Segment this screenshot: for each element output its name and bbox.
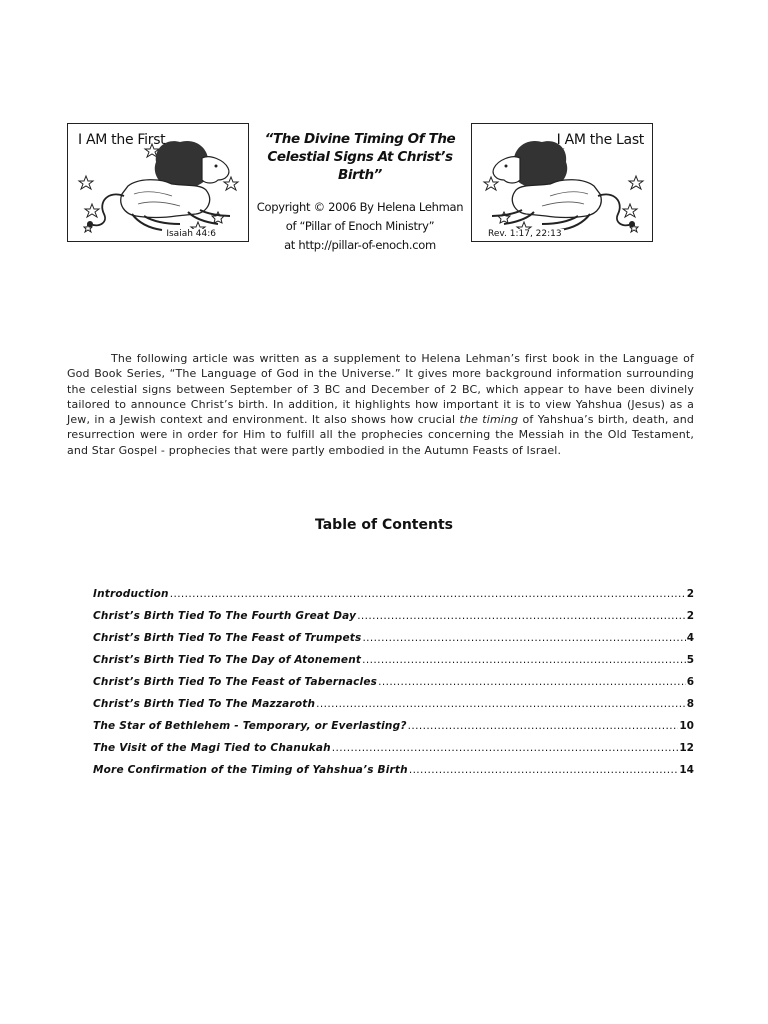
table-of-contents <box>93 588 694 786</box>
toc-entry[interactable] <box>93 632 694 654</box>
toc-entry[interactable] <box>93 720 694 742</box>
intro-paragraph <box>67 351 694 458</box>
copyright-line: Copyright © 2006 By Helena Lehman <box>256 200 464 214</box>
toc-entry-page: 2 <box>686 610 694 622</box>
right-caption-top: I AM the Last <box>556 132 644 148</box>
title-line-2: Celestial Signs At Christ’s Birth” <box>267 149 453 183</box>
intro-text-2: of Yahshua’s birth, death, and resurrection were in order for Him to fulfill all the prophecies concerning the Messiah in the Old Testament, and Star Gospel - prophecies that were partly embodied in the Autumn Feasts of Israel. <box>67 413 694 457</box>
toc-entry[interactable] <box>93 742 694 764</box>
toc-entry-title: Christ’s Birth Tied To The Mazzaroth <box>93 698 316 710</box>
toc-entry[interactable] <box>93 588 694 610</box>
toc-entry-title: Introduction <box>93 588 169 600</box>
toc-entry-title: Christ’s Birth Tied To The Feast of Tabernacles <box>93 676 378 688</box>
toc-entry[interactable] <box>93 764 694 786</box>
intro-emphasis: the timing <box>459 413 519 427</box>
header-block <box>250 130 470 255</box>
intro-text-1: The following article was written as a supplement to Helena Lehman’s first book in the Language of God Book Series, “The Language of God in the Universe.” It gives more background information surrounding the celestial signs between September of 3 BC and December of 2 BC, which appear to have been divinely tailored to announce Christ’s birth. In addition, it highlights how important it is to view Yahshua (Jesus) as a Jew, in a Jewish context and environment. It also shows how crucial <box>67 352 694 427</box>
title-line-1: “The Divine Timing Of The <box>264 131 456 147</box>
toc-entry-page: 10 <box>679 720 694 732</box>
toc-entry-title: More Confirmation of the Timing of Yahshua’s Birth <box>93 764 408 776</box>
toc-entry[interactable] <box>93 698 694 720</box>
lion-emblem-left <box>67 123 249 242</box>
left-caption-bottom: Isaiah 44:6 <box>166 229 216 239</box>
toc-entry-title: Christ’s Birth Tied To The Day of Atonement <box>93 654 362 666</box>
toc-entry[interactable] <box>93 610 694 632</box>
toc-entry-page: 8 <box>686 698 694 710</box>
toc-entry-page: 6 <box>686 676 694 688</box>
right-caption-bottom: Rev. 1:17, 22:13 <box>488 229 562 239</box>
toc-entry-page: 12 <box>679 742 694 754</box>
toc-entry-title: The Star of Bethlehem - Temporary, or Everlasting? <box>93 720 407 732</box>
url-line: at http://pillar-of-enoch.com <box>284 238 436 252</box>
toc-entry[interactable] <box>93 676 694 698</box>
toc-entry-title: Christ’s Birth Tied To The Feast of Trumpets <box>93 632 362 644</box>
lion-emblem-right <box>471 123 653 242</box>
toc-title: Table of Contents <box>314 517 453 533</box>
ministry-line: of “Pillar of Enoch Ministry” <box>285 219 435 233</box>
left-caption-top: I AM the First <box>78 132 166 148</box>
toc-entry-title: Christ’s Birth Tied To The Fourth Great Day <box>93 610 357 622</box>
toc-entry-page: 4 <box>686 632 694 644</box>
toc-entry-title: The Visit of the Magi Tied to Chanukah <box>93 742 331 754</box>
toc-entry-page: 5 <box>686 654 694 666</box>
toc-entry[interactable] <box>93 654 694 676</box>
toc-entry-page: 14 <box>679 764 694 776</box>
toc-entry-page: 2 <box>686 588 694 600</box>
